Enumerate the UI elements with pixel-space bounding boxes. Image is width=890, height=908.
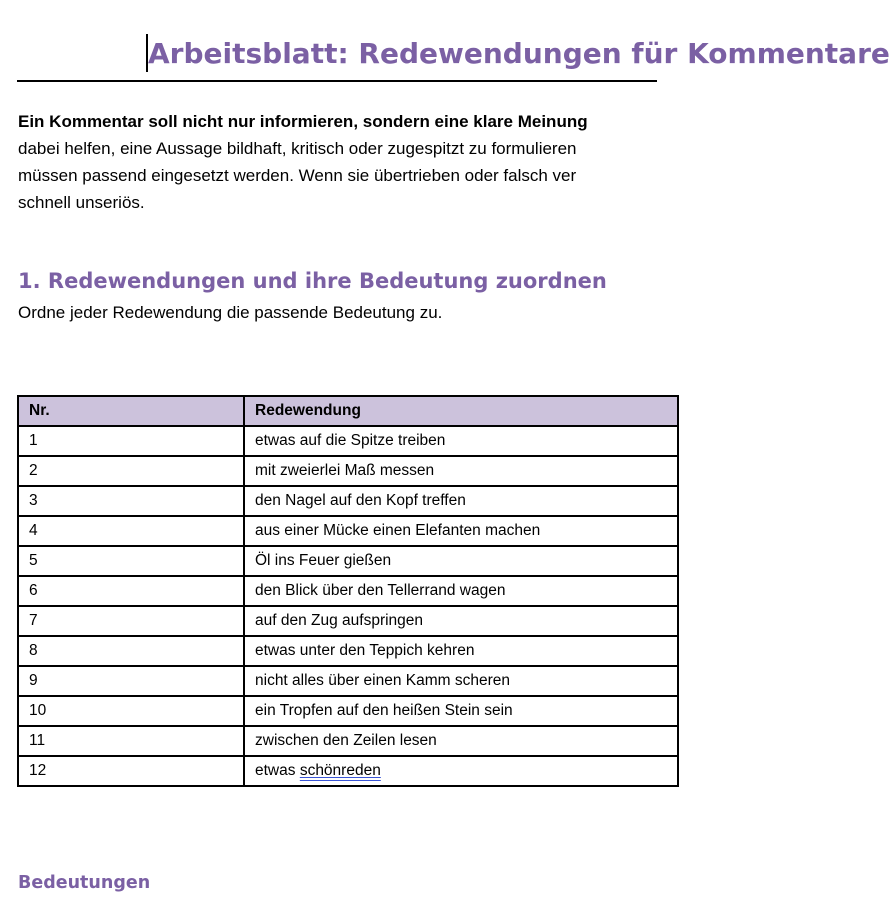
cell-nr[interactable]: 8 <box>18 636 244 666</box>
intro-paragraph[interactable] <box>18 108 818 216</box>
table-row <box>18 486 678 516</box>
spellcheck-flagged-word[interactable]: schönreden <box>299 762 381 779</box>
cell-idiom[interactable]: zwischen den Zeilen lesen <box>244 726 678 756</box>
intro-line-2: dabei helfen, eine Aussage bildhaft, kritisch oder zugespitzt zu formulieren <box>18 139 577 158</box>
table-row <box>18 606 678 636</box>
intro-line-4: schnell unseriös. <box>18 193 145 212</box>
cell-idiom[interactable]: aus einer Mücke einen Elefanten machen <box>244 516 678 546</box>
document-title[interactable]: Arbeitsblatt: Redewendungen für Kommentare <box>148 37 890 70</box>
section-1-heading[interactable]: 1. Redewendungen und ihre Bedeutung zuordnen <box>18 269 607 293</box>
table-row <box>18 456 678 486</box>
cell-idiom[interactable]: ein Tropfen auf den heißen Stein sein <box>244 696 678 726</box>
cell-nr[interactable]: 1 <box>18 426 244 456</box>
table-row <box>18 696 678 726</box>
table-row <box>18 726 678 756</box>
cell-nr[interactable]: 12 <box>18 756 244 786</box>
section-1-instruction[interactable]: Ordne jeder Redewendung die passende Bedeutung zu. <box>18 303 443 322</box>
cell-idiom[interactable]: mit zweierlei Maß messen <box>244 456 678 486</box>
meanings-subheading[interactable]: Bedeutungen <box>18 873 151 893</box>
intro-line-3: müssen passend eingesetzt werden. Wenn sie übertrieben oder falsch ver <box>18 166 577 185</box>
cell-idiom[interactable] <box>244 756 678 786</box>
cell-nr[interactable]: 3 <box>18 486 244 516</box>
cell-idiom-text: etwas <box>255 762 300 779</box>
cell-nr[interactable]: 5 <box>18 546 244 576</box>
cell-nr[interactable]: 4 <box>18 516 244 546</box>
table-row <box>18 576 678 606</box>
intro-line-1: Ein Kommentar soll nicht nur informieren, sondern eine klare Meinung <box>18 112 588 131</box>
cell-idiom[interactable]: etwas unter den Teppich kehren <box>244 636 678 666</box>
table-row <box>18 426 678 456</box>
table-row <box>18 756 678 786</box>
header-idiom[interactable]: Redewendung <box>244 396 678 426</box>
cell-nr[interactable]: 7 <box>18 606 244 636</box>
cell-idiom[interactable]: den Blick über den Tellerrand wagen <box>244 576 678 606</box>
cell-nr[interactable]: 10 <box>18 696 244 726</box>
cell-nr[interactable]: 6 <box>18 576 244 606</box>
table-row <box>18 546 678 576</box>
cell-idiom[interactable]: nicht alles über einen Kamm scheren <box>244 666 678 696</box>
cell-nr[interactable]: 11 <box>18 726 244 756</box>
header-nr[interactable]: Nr. <box>18 396 244 426</box>
cell-idiom[interactable]: etwas auf die Spitze treiben <box>244 426 678 456</box>
cell-nr[interactable]: 9 <box>18 666 244 696</box>
cell-idiom[interactable]: Öl ins Feuer gießen <box>244 546 678 576</box>
table-header-row <box>18 396 678 426</box>
table-row <box>18 666 678 696</box>
title-underline-rule <box>17 80 657 82</box>
cell-idiom[interactable]: auf den Zug aufspringen <box>244 606 678 636</box>
table-row <box>18 636 678 666</box>
idiom-table[interactable] <box>17 395 679 787</box>
cell-nr[interactable]: 2 <box>18 456 244 486</box>
cell-idiom[interactable]: den Nagel auf den Kopf treffen <box>244 486 678 516</box>
table-row <box>18 516 678 546</box>
